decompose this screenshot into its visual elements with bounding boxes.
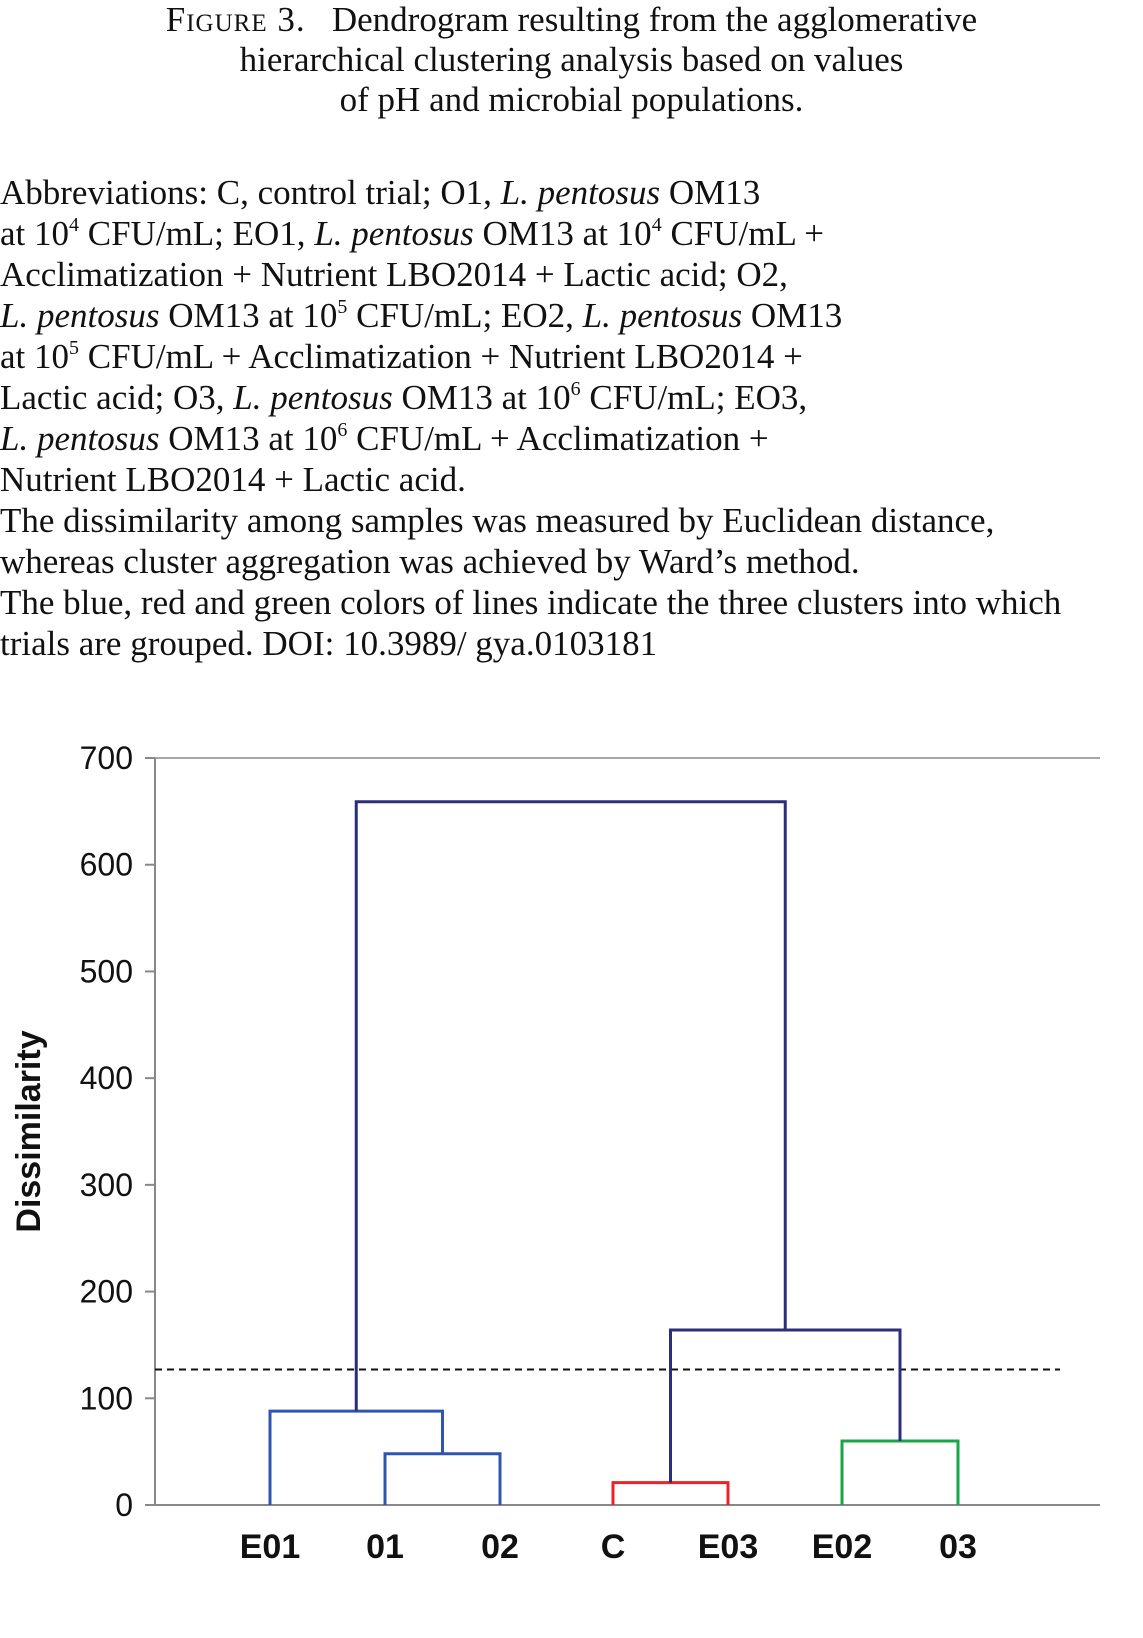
leaf-label: C <box>600 1528 626 1566</box>
abbreviations-text <box>0 172 1080 664</box>
leaf-label: E03 <box>697 1528 759 1566</box>
branch-layer <box>270 802 958 1505</box>
leaf-label: E02 <box>811 1528 873 1566</box>
leaf-label: 02 <box>481 1528 519 1566</box>
leaf-label: E01 <box>239 1528 301 1566</box>
dendrogram-branch <box>842 1441 958 1505</box>
dendrogram-branch <box>385 1454 500 1505</box>
y-tick-label: 100 <box>79 1380 133 1417</box>
dendrogram-branch <box>671 1330 901 1483</box>
figure-label: Figure 3. <box>165 0 306 39</box>
abbreviations-paragraph: Abbreviations: C, control trial; O1, L. pentosus OM13 at $10^4$ CFU/mL; EO1, L. pentosus OM13 at $10^4$ CFU/mL + Acclimatization + Nutrient LBO2014 + Lactic acid; O2, L. pentosus OM13 at $10^5$ CFU/mL; EO2, L. pentosus OM13 at $10^5$ CFU/mL + Acclimatization + Nutrient LBO2014 + Lactic acid; O3, L. pentosus OM13 at $10^6$ CFU/mL; EO3, L. pentosus OM13 at $10^6$ CFU/mL + Acclimatization + Nutrient LBO2014 + Lactic acid. <box>0 173 843 499</box>
leaf-label: 03 <box>939 1528 977 1566</box>
figure-title-line-1: Dendrogram resulting from the agglomerative <box>331 0 978 39</box>
y-tick-label: 400 <box>79 1060 133 1097</box>
method-paragraph: The dissimilarity among samples was measured by Euclidean distance, whereas cluster aggregation was achieved by Ward’s method. <box>0 501 995 581</box>
dendrogram-branch <box>270 1411 443 1505</box>
y-tick-label: 200 <box>79 1273 133 1310</box>
colors-paragraph: The blue, red and green colors of lines indicate the three clusters into which trials are grouped. DOI: 10.3989/ gya.0103181 <box>0 583 1062 663</box>
figure-caption <box>0 0 1143 663</box>
y-tick-label: 500 <box>79 953 133 990</box>
y-tick-label: 700 <box>79 740 133 776</box>
leaf-label: 01 <box>366 1528 404 1566</box>
figure-title <box>0 0 1143 120</box>
y-tick-label: 300 <box>79 1166 133 1203</box>
dendrogram-chart <box>0 740 1143 1638</box>
label-layer <box>240 1528 977 1566</box>
axis-layer <box>10 740 1100 1523</box>
dendrogram-branch <box>356 802 785 1411</box>
y-tick-label: 600 <box>79 846 133 883</box>
figure-title-line-3: of pH and microbial populations. <box>339 80 804 119</box>
figure-title-line-2: hierarchical clustering analysis based on values <box>239 40 904 79</box>
dendrogram-branch <box>613 1483 728 1505</box>
y-axis-title: Dissimilarity <box>10 1030 48 1233</box>
y-tick-label: 0 <box>115 1487 133 1523</box>
